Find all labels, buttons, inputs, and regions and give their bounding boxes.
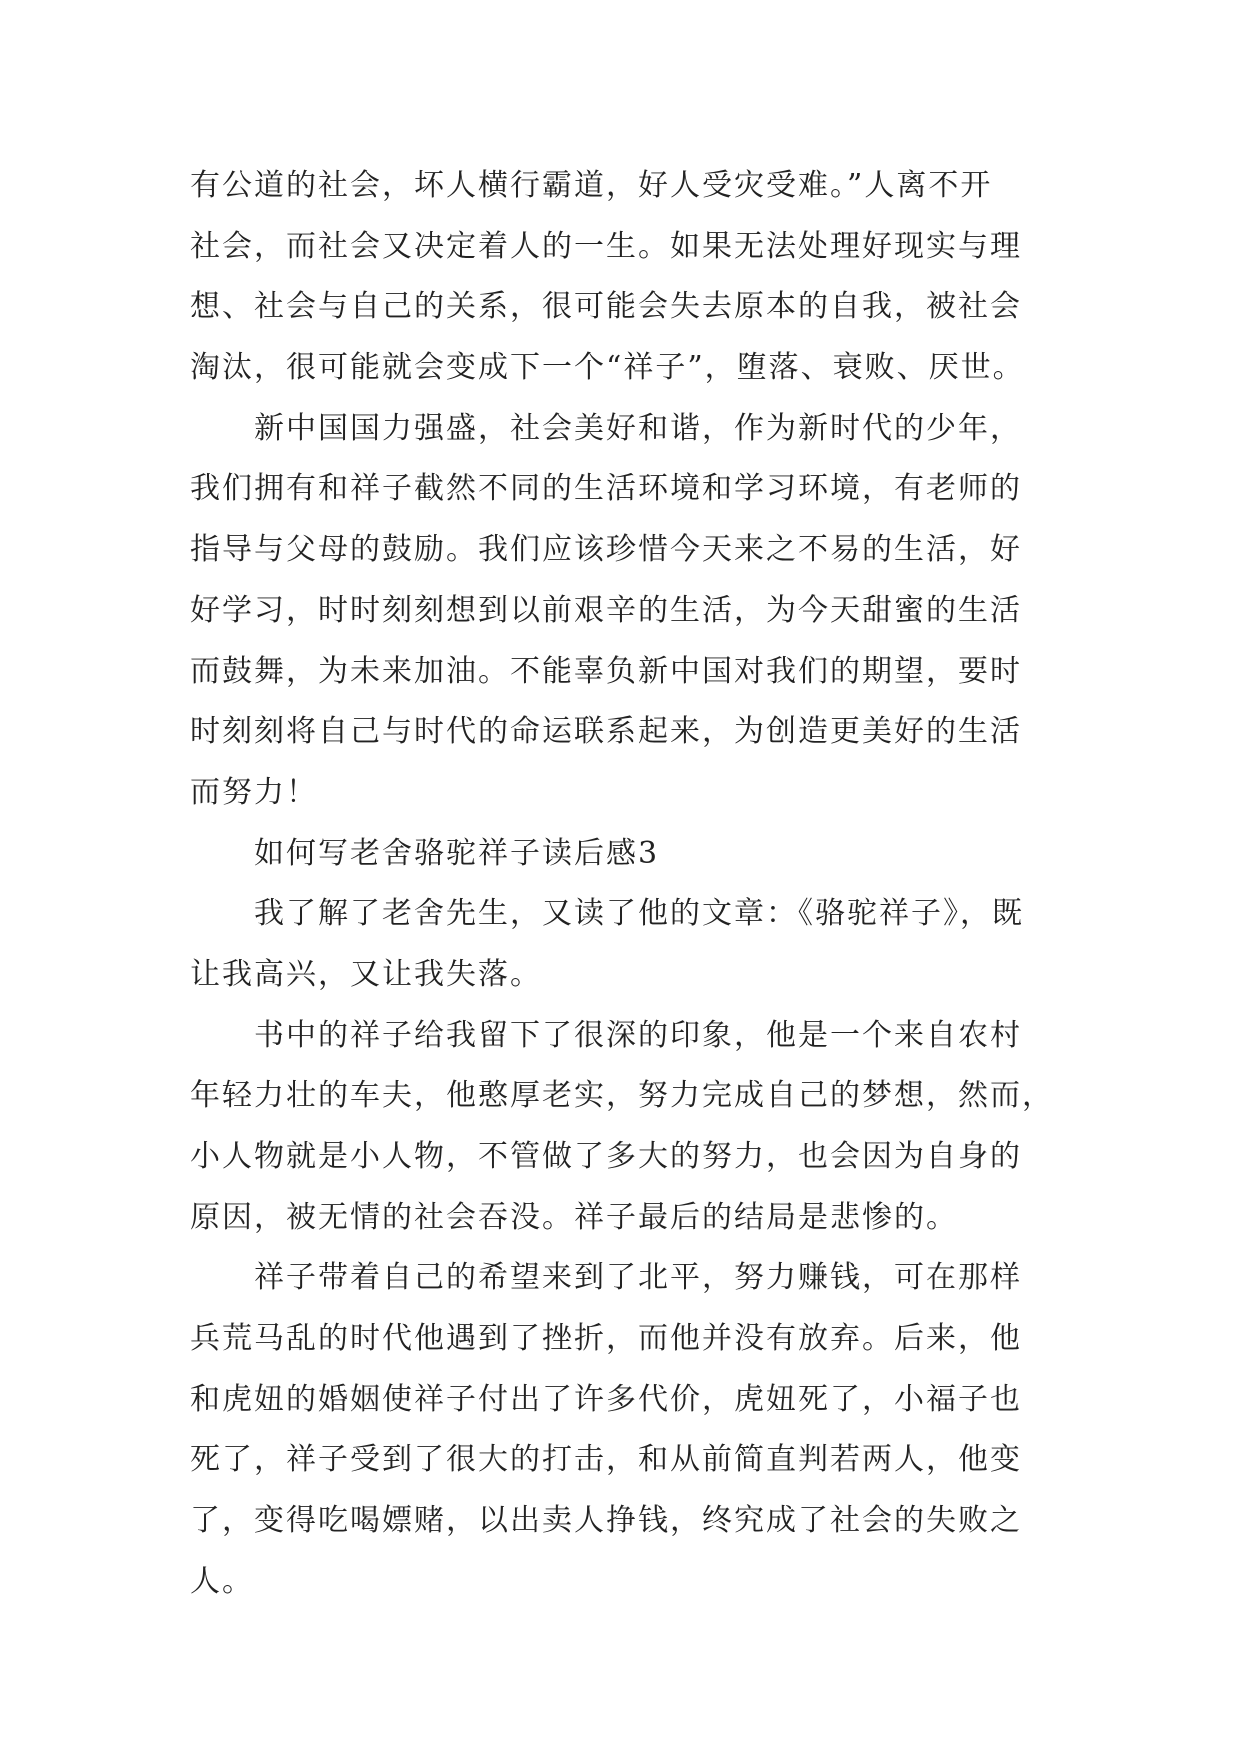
text-line: 淘汰，很可能就会变成下一个“祥子”，堕落、衰败、厌世。 [190,350,1025,386]
text-line: 我们拥有和祥子截然不同的生活环境和学习环境，有老师的 [190,471,1022,507]
text-line: 原因，被无情的社会吞没。祥子最后的结局是悲惨的。 [190,1199,958,1235]
paragraph-first-line: 新中国国力强盛，社会美好和谐，作为新时代的少年， [254,410,1022,446]
section-heading: 如何写老舍骆驼祥子读后感3 [254,835,660,871]
text-line: 了，变得吃喝嫖赌，以出卖人挣钱，终究成了社会的失败之 [190,1503,1022,1539]
text-line: 想、社会与自己的关系，很可能会失去原本的自我，被社会 [190,289,1022,325]
document-body [190,156,1070,1613]
text-line: 而鼓舞，为未来加油。不能辜负新中国对我们的期望，要时 [190,653,1022,689]
text-line: 和虎妞的婚姻使祥子付出了许多代价，虎妞死了，小福子也 [190,1381,1022,1417]
text-line: 年轻力壮的车夫，他憨厚老实，努力完成自己的梦想，然而， [190,1078,1054,1114]
text-line: 社会，而社会又决定着人的一生。如果无法处理好现实与理 [190,228,1022,264]
text-line: 指导与父母的鼓励。我们应该珍惜今天来之不易的生活，好 [190,532,1022,568]
text-line: 时刻刻将自己与时代的命运联系起来，为创造更美好的生活 [190,714,1022,750]
text-line: 人。 [190,1563,254,1599]
paragraph-first-line: 我了解了老舍先生，又读了他的文章：《骆驼祥子》，既 [254,896,1024,932]
paragraph-first-line: 书中的祥子给我留下了很深的印象，他是一个来自农村 [254,1017,1022,1053]
text-line: 让我高兴，又让我失落。 [190,956,542,992]
text-line: 兵荒马乱的时代他遇到了挫折，而他并没有放弃。后来，他 [190,1321,1022,1357]
text-line: 好学习，时时刻刻想到以前艰辛的生活，为今天甜蜜的生活 [190,592,1022,628]
text-line: 而努力！ [190,774,318,810]
text-line: 有公道的社会，坏人横行霸道，好人受灾受难。”人离不开 [190,168,993,203]
text-line: 小人物就是小人物，不管做了多大的努力，也会因为自身的 [190,1139,1022,1174]
text-line: 死了，祥子受到了很大的打击，和从前简直判若两人，他变 [190,1442,1022,1478]
paragraph-first-line: 祥子带着自己的希望来到了北平，努力赚钱，可在那样 [254,1260,1022,1296]
